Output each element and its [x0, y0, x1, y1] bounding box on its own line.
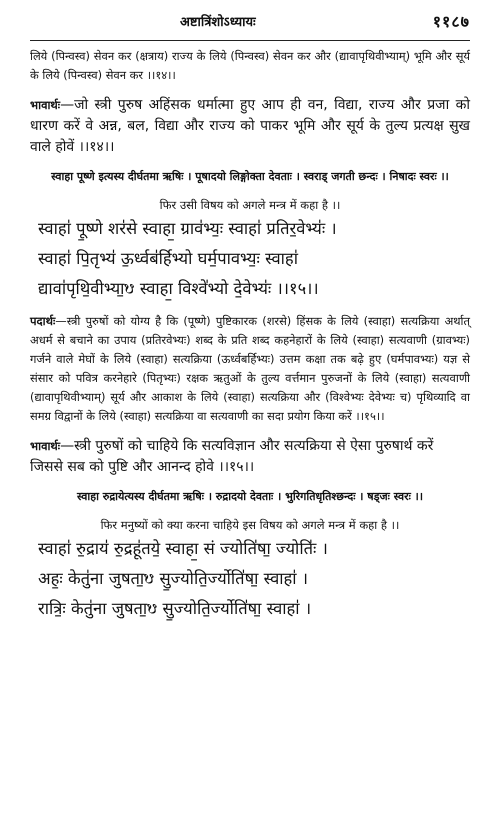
- mantra-intro-16: फिर मनुष्यों को क्या करना चाहिये इस विषय को अगले मन्त्र में कहा है ।।: [100, 518, 400, 532]
- document-page: [30, 10, 470, 624]
- mantra-line: अहः॒ केतु॑ना जुषता॒ᳪ सु॒ज्योति॒र्ज्योति॑षा॒ स्वाहा॑ ।: [38, 569, 309, 588]
- padartha-15: [30, 312, 470, 426]
- mantra-line: रात्रिः॒ केतु॑ना जुषता॒ᳪ सु॒ज्योति॒र्ज्योति॑षा॒ स्वाहा॑ ।: [38, 599, 312, 618]
- mantra-meta-15: स्वाहा पूष्णे इत्यस्य दीर्घतमा ऋषिः । पूषादयो लिङ्गोक्ता देवताः । स्वराड् जगती छन्दः । निषादः स्वरः ।।: [51, 170, 449, 183]
- page-number: ११८७: [432, 12, 470, 31]
- mantra-16: [30, 534, 470, 624]
- bhavartha-15: [30, 436, 470, 478]
- header-rule: [30, 40, 470, 41]
- bhavartha-14: [30, 95, 470, 158]
- bhavartha-label: भावार्थः: [30, 98, 61, 112]
- bhavartha-text: —स्त्री पुरुषों को चाहिये कि सत्यविज्ञान और सत्यक्रिया से ऐसा पुरुषार्थ करें जिससे सब को पुष्टि और आनन्द होवे ।।१५।।: [30, 438, 434, 475]
- continued-padartha: लिये (पिन्वस्व) सेवन कर (क्षत्राय) राज्य के लिये (पिन्वस्व) सेवन कर और (द्यावापृथिवीभ्याम्) भूमि और सूर्य के लिये (पिन्वस्व) सेवन कर ।।१४।।: [30, 49, 470, 82]
- page-header: [30, 10, 470, 38]
- padartha-label: पदार्थः: [30, 314, 56, 328]
- mantra-line: स्वाहा॑ पि॒तृभ्य॑ ऊ॒र्ध्वब॑र्हिभ्यो घर्म॒पावभ्यः॒ स्वाहा॑: [38, 249, 298, 268]
- mantra-line: द्यावा॑पृथि॒वीभ्या॒ᳪ स्वाहा॒ विश्वे॑भ्यो दे॒वेभ्यः॑ ।।१५।।: [38, 279, 319, 298]
- mantra-line: स्वाहा॑ रु॒द्राय॑ रु॒द्रहू॑तये॒ स्वाहा॒ सं ज्योति॑षा॒ ज्योतिः॑ ।: [38, 539, 328, 558]
- bhavartha-label: भावार्थः: [30, 439, 61, 453]
- mantra-meta-16: स्वाहा रुद्रायेत्यस्य दीर्घतमा ऋषिः । रुद्रादयो देवताः । भुरिगतिधृतिश्छन्दः । षड्जः स्वरः ।।: [76, 490, 423, 503]
- mantra-15: [30, 214, 470, 304]
- padartha-text: —स्त्री पुरुषों को योग्य है कि (पूष्णे) पुष्टिकारक (शरसे) हिंसक के लिये (स्वाहा) सत्यक्रिया अर्थात् अधर्म से बचाने का उपाय (प्रतिरवेभ्यः) शब्द के प्रति शब्द कहनेहारों के लिये (स्वाहा) सत्यवाणी (ग्रावभ्यः) गर्जने वाले मेघों के लिये (स्वाहा) सत्यक्रिया (ऊर्ध्वबर्हिभ्यः) उत्तम कक्षा तक बढ़े हुए (घर्मपावभ्यः) यज्ञ से संसार को पवित्र करनेहारे (पितृभ्यः) रक्षक ऋतुओं के तुल्य वर्त्तमान पुरुजनों के लिये (स्वाहा) सत्यवाणी (द्यावापृथिवीभ्याम्) सूर्य और आकाश के लिये (स्वाहा) सत्यक्रिया और (विश्वेभ्यः देवेभ्यः च) पृथिव्यादि वा समग्र विद्वानों के लिये (स्वाहा) सत्यक्रिया वा सत्यवाणी का सदा प्रयोग किया करें ।।१५।।: [30, 314, 470, 423]
- chapter-title: अष्टात्रिंशोऽध्यायः: [180, 15, 256, 30]
- bhavartha-text: —जो स्त्री पुरुष अहिंसक धर्मात्मा हुए आप ही वन, विद्या, राज्य और प्रजा को धारण करें वे अन्न, बल, विद्या और राज्य को पाकर भूमि और सूर्य के तुल्य प्रत्यक्ष सुख वाले होवें ।।१४।।: [30, 97, 470, 155]
- mantra-line: स्वाहा॑ पू॒ष्णे शर॑से स्वाहा॒ ग्राव॑भ्यः॒ स्वाहा॑ प्रतिर॒वेभ्यः॑ ।: [38, 219, 337, 238]
- mantra-intro-15: फिर उसी विषय को अगले मन्त्र में कहा है ।।: [159, 198, 341, 212]
